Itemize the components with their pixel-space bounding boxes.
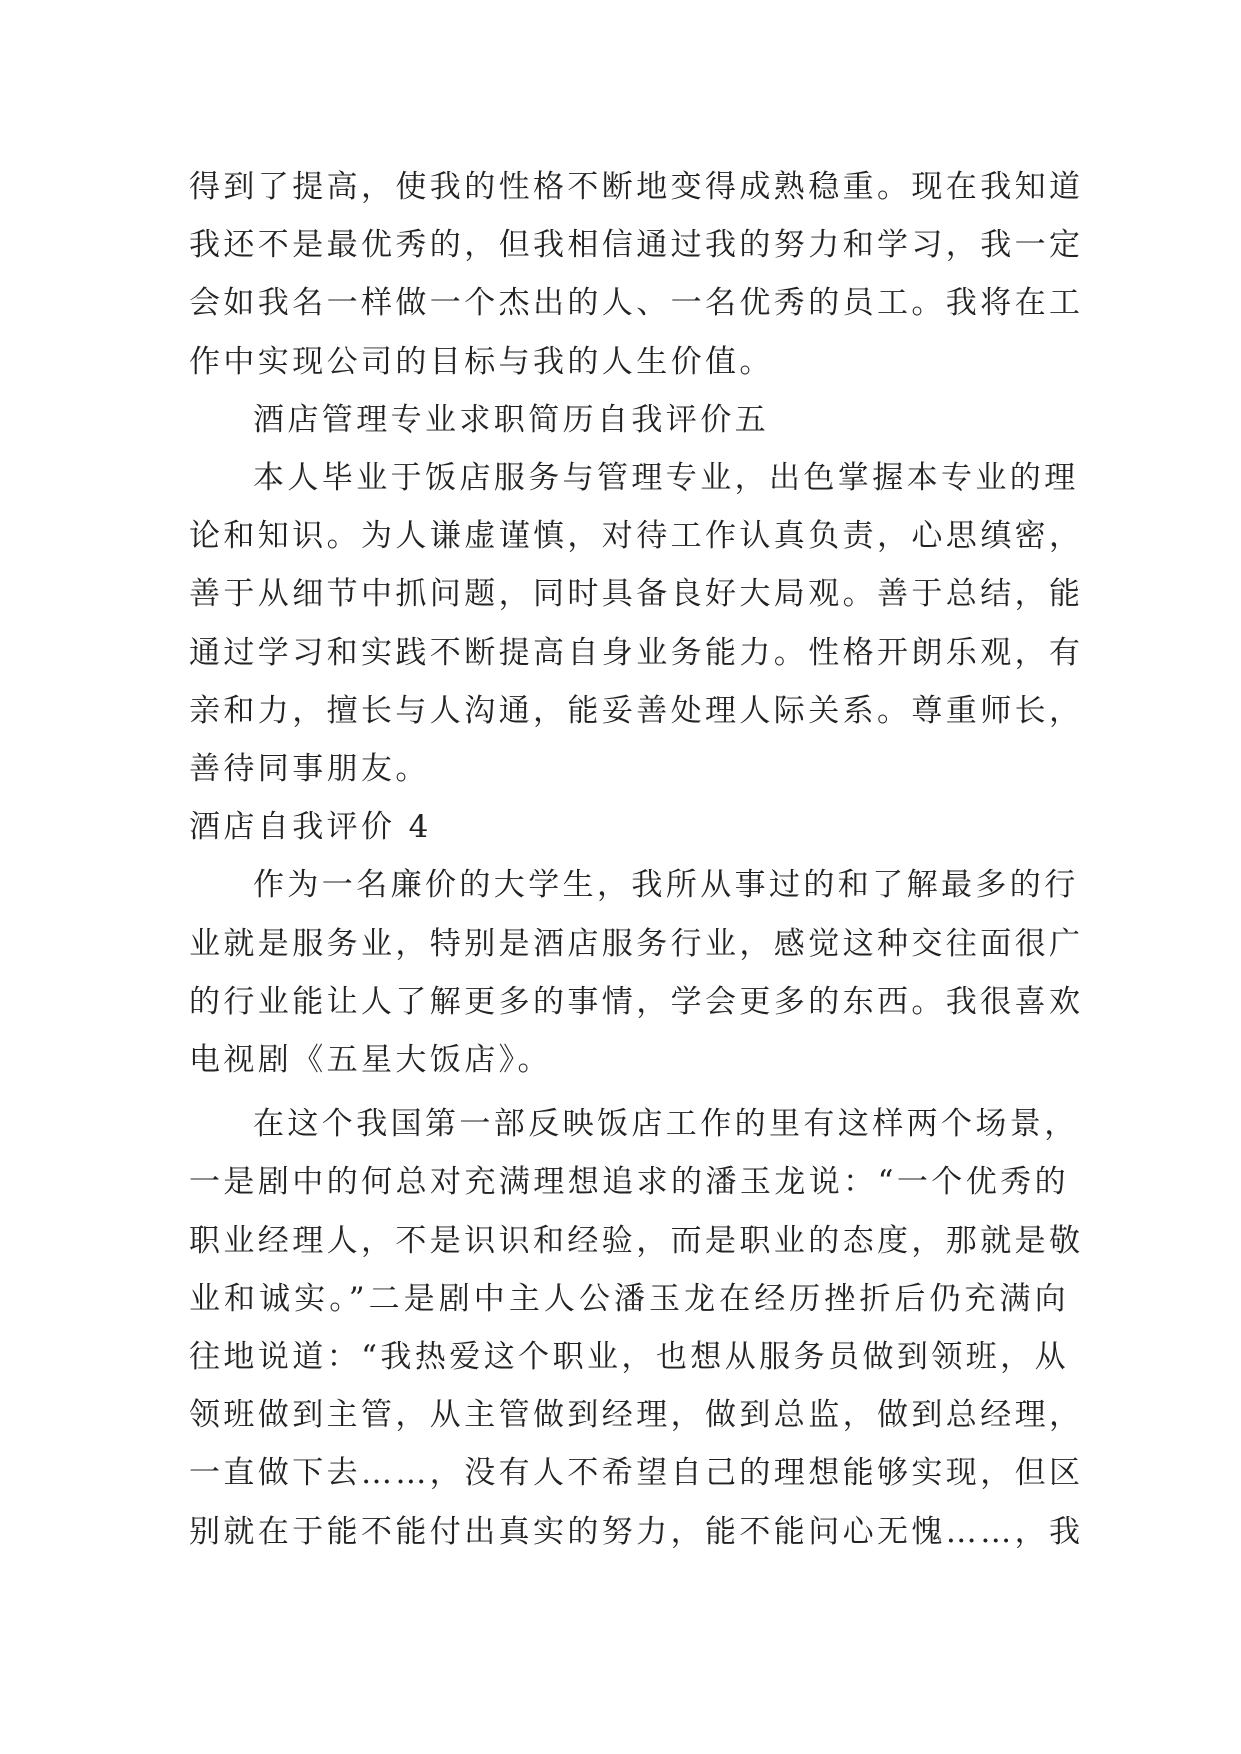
text-line: 善待同事朋友。 xyxy=(189,751,430,788)
text-line: 本人毕业于饭店服务与管理专业，出色掌握本专业的理 xyxy=(253,460,1079,497)
text-line: 的行业能让人了解更多的事情，学会更多的东西。我很喜欢 xyxy=(189,983,1084,1020)
text-line: 酒店管理专业求职简历自我评价五 xyxy=(253,401,769,438)
text-line: 一直做下去……，没有人不希望自己的理想能够实现，但区 xyxy=(189,1455,1084,1492)
text-line: 作为一名廉价的大学生，我所从事过的和了解最多的行 xyxy=(253,867,1079,904)
paragraph-self-evaluation xyxy=(189,449,1084,798)
text-line: 业和诚实。”二是剧中主人公潘玉龙在经历挫折后仍充满向 xyxy=(189,1280,1069,1317)
text-line: 得到了提高，使我的性格不断地变得成熟稳重。现在我知道 xyxy=(189,169,1084,205)
text-line: 作中实现公司的目标与我的人生价值。 xyxy=(189,343,774,380)
text-line: 往地说道：“我热爱这个职业，也想从服务员做到领班，从 xyxy=(189,1339,1069,1376)
text-line: 一是剧中的何总对充满理想追求的潘玉龙说：“一个优秀的 xyxy=(189,1164,1069,1201)
text-line: 酒店自我评价 4 xyxy=(189,809,432,846)
text-line: 我还不是最优秀的，但我相信通过我的努力和学习，我一定 xyxy=(189,227,1084,264)
paragraph-student-intro xyxy=(189,856,1084,1089)
text-line: 亲和力，擅长与人沟通，能妥善处理人际关系。尊重师长， xyxy=(189,692,1084,729)
text-line: 会如我名一样做一个杰出的人、一名优秀的员工。我将在工 xyxy=(189,285,1084,322)
text-line: 善于从细节中抓问题，同时具备良好大局观。善于总结，能 xyxy=(189,576,1084,613)
paragraph-continuation xyxy=(189,158,1084,391)
text-line: 通过学习和实践不断提高自身业务能力。性格开朗乐观，有 xyxy=(189,634,1084,671)
text-line: 职业经理人，不是识识和经验，而是职业的态度，那就是敬 xyxy=(189,1222,1084,1259)
text-line: 在这个我国第一部反映饭店工作的里有这样两个场景， xyxy=(253,1106,1079,1143)
text-line: 业就是服务业，特别是酒店服务行业，感觉这种交往面很广 xyxy=(189,925,1084,962)
paragraph-tv-drama-scenes xyxy=(189,1095,1084,1561)
text-line: 电视剧《五星大饭店》。 xyxy=(189,1042,552,1079)
text-line: 领班做到主管，从主管做到经理，做到总监，做到总经理， xyxy=(189,1397,1084,1434)
section-heading-resume-evaluation-five xyxy=(189,391,1069,449)
section-heading-hotel-evaluation-4 xyxy=(189,798,1069,856)
document-body xyxy=(189,158,1084,1561)
text-line: 论和知识。为人谦虚谨慎，对待工作认真负责，心思缜密， xyxy=(189,518,1084,555)
text-line: 别就在于能不能付出真实的努力，能不能问心无愧……，我 xyxy=(189,1513,1084,1550)
